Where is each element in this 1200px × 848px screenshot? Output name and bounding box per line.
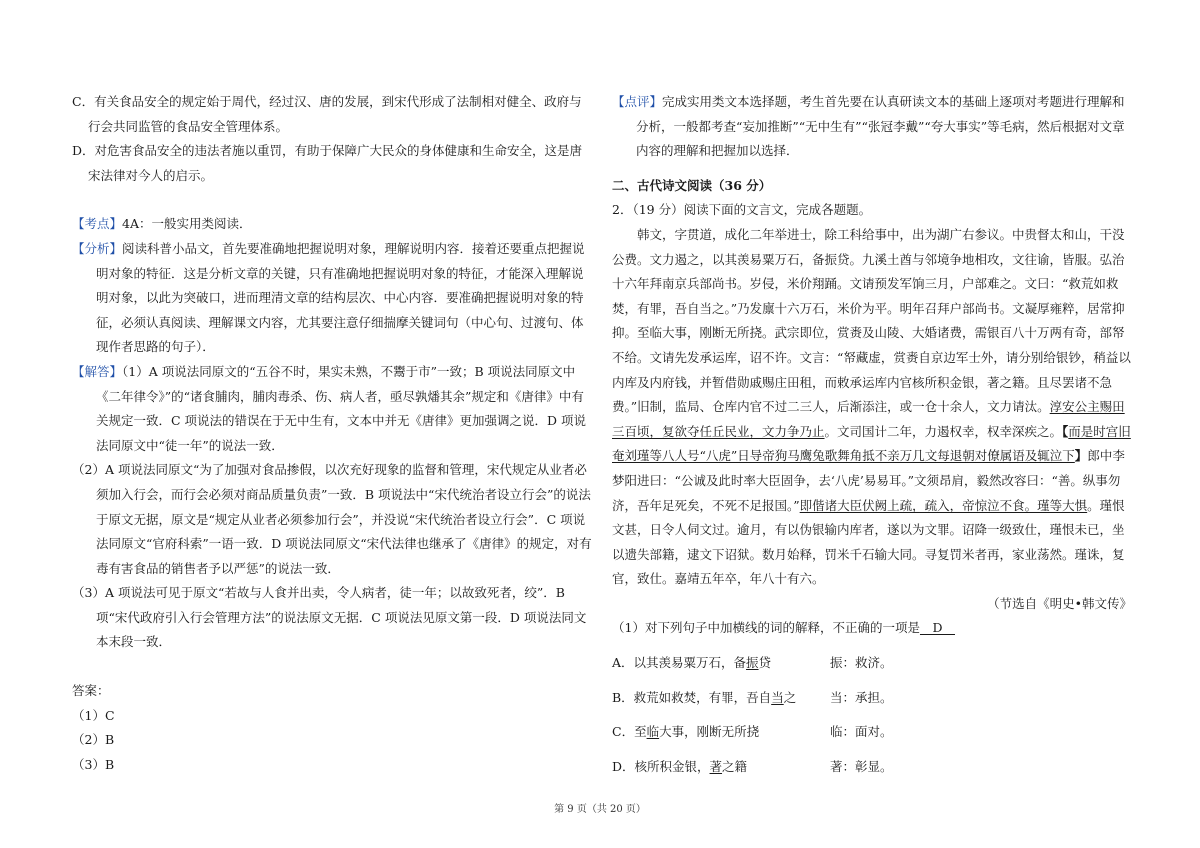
choice-explanation: 临：面对。 bbox=[830, 724, 893, 740]
underlined-sentence-1: 淳安公主赐田三百顷，复欲夺任丘民业，文力争乃止 bbox=[612, 399, 1125, 439]
passage-part-c: 郎中李梦阳进曰：“公诚及此时率大臣固争，去‘八虎’易易耳。”文须昂肩，毅然改容曰：“善。纵事勿济，吾年足死矣，不死不足报国。” bbox=[612, 448, 1125, 513]
underlined-sentence-2: 而是时宫旧奄刘瑾等八人号“八虎”日导帝狗马鹰兔歌舞角抵不亲万几文每退朝对僚属语及辄泣下 bbox=[612, 423, 1131, 464]
sub-question-1 bbox=[612, 616, 1132, 641]
bracket-close: 】 bbox=[1074, 448, 1088, 464]
jieda-text-1: （1）A 项说法同原文的“五谷不时，果实未熟，不鬻于市”一致；B 项说法同原文中《二年律令》”的“诸食脯肉，脯肉毒杀、伤、病人者，亟尽孰燔其余”规定和《唐律》中有关规定一致．C 项说法的错误在于无中生有，文本中并无《唐律》更加强调之说．D 项说法同原文中“徒一年”的说法一致． bbox=[96, 363, 587, 453]
choice-b: B．救荒如救焚，有罪，吾自当之 当：承担。 bbox=[612, 686, 1132, 711]
jieda-text-3: （3）A 项说法可见于原文“若故与人食并出卖，令人病者，徒一年；以故致死者，绞”．B 项“宋代政府引入行会管理方法”的说法原文无据．C 项说法见原文第一段．D 项说法同文本末段一致． bbox=[72, 585, 587, 650]
kaodian-section bbox=[72, 212, 592, 237]
passage-part-b: 。文司国计二年，力遏权幸，权幸深疾之。 bbox=[824, 423, 1063, 439]
answer-item: （1）C bbox=[72, 707, 115, 723]
option-d-text: D．对危害食品安全的违法者施以重罚，有助于保障广大民众的身体健康和生命安全，这是唐宋法律对今人的启示。 bbox=[72, 143, 583, 183]
kaodian-text: 4A：一般实用类阅读． bbox=[122, 216, 252, 232]
marked-word: 当 bbox=[771, 689, 784, 705]
choice-explanation: 著：彰显。 bbox=[830, 758, 893, 774]
jieda-tag: 【解答】 bbox=[72, 363, 123, 379]
fenxi-text: 阅读科普小品文，首先要准确地把握说明对象，理解说明内容．接着还要重点把握说明对象的特征．这是分析文章的关键，只有准确地把握说明对象的特征，才能深入理解说明对象，以此为突破口，进而理清文章的结构层次、中心内容．要准确把握说明对象的特征，必须认真阅读、理解课文内容，尤其要注意仔细揣摩关键词句（中心句、过渡句、体现作者思路的句子）． bbox=[96, 240, 585, 355]
marked-word: 临 bbox=[646, 724, 660, 740]
answer-label: 答案： bbox=[72, 683, 110, 699]
right-column bbox=[612, 90, 1132, 779]
answer-item: （2）B bbox=[72, 732, 115, 748]
choice-d: D．核所积金银，著之籍 著：彰显。 bbox=[612, 755, 1132, 780]
marked-word: 著 bbox=[709, 758, 723, 774]
underlined-sentence-3: 即偕诸大臣伏阙上疏，疏入，帝惊泣不食。瑾等大惧 bbox=[799, 497, 1088, 513]
page-footer: 第 9 页（共 20 页） bbox=[554, 804, 646, 815]
fenxi-tag: 【分析】 bbox=[72, 240, 123, 256]
dianping-section bbox=[612, 90, 1132, 164]
section-title: 二、古代诗文阅读（36 分） bbox=[612, 177, 772, 193]
question-2-intro: 2．（19 分）阅读下面的文言文，完成各题题。 bbox=[612, 202, 872, 218]
sub-question-1-answer: D bbox=[919, 620, 955, 636]
sub-question-1-text: （1）对下列句子中加横线的词的解释，不正确的一项是 bbox=[612, 620, 920, 636]
classical-passage bbox=[612, 223, 1132, 592]
marked-word: 振 bbox=[746, 655, 759, 671]
left-column bbox=[72, 90, 592, 777]
dianping-text: 完成实用类文本选择题，考生首先要在认真研读文本的基础上逐项对考题进行理解和分析，一般都考查“妄加推断”“无中生有”“张冠李戴”“夸大事实”等毛病，然后根据对文章内容的理解和把握加以选择． bbox=[636, 94, 1125, 159]
choice-a: A．以其羡易粟万石，备振贷 振：救济。 bbox=[612, 651, 1132, 676]
fenxi-section bbox=[72, 237, 592, 360]
passage-part-a: 韩文，字贯道，成化二年举进士，除工科给事中，出为湖广右参议。中贵督太和山，干没公费。文力遏之，以其羡易粟万石，备振贷。九溪土酋与邻境争地相攻，文往谕，皆服。弘治十六年拜南京兵部尚书。岁侵，米价翔踊。文请预发军饷三月，户部难之。文曰：“救荒如救焚，有罪，吾自当之。”乃发廪十六万石，米价为平。明年召拜户部尚书。文凝厚雍粹，居常抑抑。至临大事，刚断无所挠。武宗即位，赏赉及山陵、大婚诸费，需银百八十万两有奇，部帑不给。文请先发承运库，诏不许。文言：“帑藏虚，赏赉自京边军士外，请分别给银钞，稍益以内库及内府钱，并暂借勋戚赐庄田租，而敕承运库内官核所积金银，著之籍。且尽罢诸不急费。”旧制，监局、仓库内官不过二三人，后渐添注，或一仓十余人，文力请汰。 bbox=[612, 226, 1131, 415]
passage-source: （节选自《明史•韩文传》 bbox=[987, 595, 1132, 611]
answer-item: （3）B bbox=[72, 756, 115, 772]
passage-part-d: 。瑾恨文甚，日令人伺文过。逾月，有以伪银输内库者，遂以为文罪。诏降一级致仕，瑾恨未已，坐以遗失部籍，逮文下诏狱。数月始释，罚米千石输大同。寻复罚米者再，家业荡然。瑾诛，复官，致仕。嘉靖五年卒，年八十有六。 bbox=[612, 497, 1125, 587]
option-c-text: C．有关食品安全的规定始于周代，经过汉、唐的发展，到宋代形成了法制相对健全、政府与行会共同监管的食品安全管理体系。 bbox=[72, 94, 582, 134]
choice-explanation: 振：救济。 bbox=[830, 655, 893, 671]
bracket-open: 【 bbox=[1062, 423, 1069, 439]
choice-c: C．至临大事，刚断无所挠 临：面对。 bbox=[612, 720, 1132, 745]
jieda-section bbox=[72, 360, 592, 458]
choice-explanation: 当：承担。 bbox=[830, 689, 893, 705]
jieda-text-2: （2）A 项说法同原文“为了加强对食品掺假，以次充好现象的监督和管理，宋代规定从业者必须加入行会，而行会必须对商品质量负责”一致．B 项说法中“宋代统治者设立行会”的说法于原文无据，原文是“规定从业者必须参加行会”，并没说“宋代统治者设立行会”．C 项说法同原文“官府科索”一语一致．D 项说法同原文“宋代法律也继承了《唐律》的规定，对有毒有害食品的销售者予以严惩”的说法一致． bbox=[72, 462, 592, 576]
kaodian-tag: 【考点】 bbox=[72, 216, 123, 232]
dianping-tag: 【点评】 bbox=[612, 94, 663, 109]
